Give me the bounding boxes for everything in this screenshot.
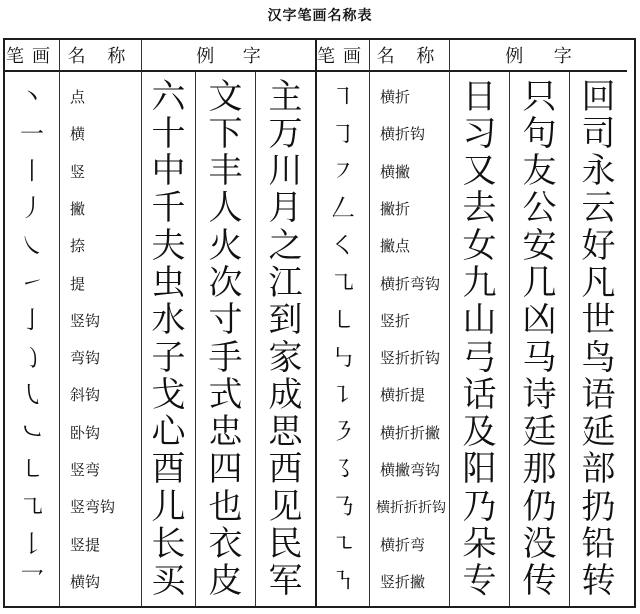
example-char: 丰 bbox=[208, 151, 243, 192]
header-examples-left bbox=[141, 40, 315, 72]
example-char: 次 bbox=[208, 263, 243, 304]
stroke-glyph: ㇍ bbox=[331, 530, 355, 559]
right-example-column-1 bbox=[449, 72, 509, 606]
example-char: 女 bbox=[462, 225, 497, 266]
example-char: 四 bbox=[208, 449, 243, 490]
example-char: 到 bbox=[268, 300, 303, 341]
header-example-label: 例 bbox=[505, 46, 524, 67]
stroke-name: 横折 bbox=[380, 88, 411, 107]
stroke-name: 提 bbox=[70, 274, 86, 293]
example-char: 手 bbox=[208, 337, 243, 378]
example-char: 凡 bbox=[581, 263, 616, 304]
example-char: 仍 bbox=[522, 486, 557, 527]
example-char: 凶 bbox=[522, 300, 557, 341]
example-char: 朵 bbox=[462, 524, 497, 565]
example-char: 云 bbox=[581, 188, 616, 229]
example-char: 语 bbox=[581, 374, 616, 415]
header-stroke-left: 笔画 bbox=[5, 40, 59, 72]
left-example-column-3 bbox=[255, 72, 315, 606]
example-char: 鸟 bbox=[581, 337, 616, 378]
example-char: 习 bbox=[462, 113, 497, 154]
example-char: 专 bbox=[462, 561, 497, 602]
stroke-name: 横折折折钩 bbox=[376, 499, 446, 516]
header-char-label: 字 bbox=[553, 46, 572, 67]
example-char: 人 bbox=[208, 188, 243, 229]
example-char: 川 bbox=[268, 151, 303, 192]
header-stroke-right: 笔画 bbox=[315, 40, 369, 72]
left-stroke-column bbox=[5, 72, 59, 606]
stroke-glyph: ㇌ bbox=[331, 455, 355, 484]
example-char: 句 bbox=[522, 113, 557, 154]
stroke-name: 横折折撇 bbox=[380, 423, 441, 442]
stroke-glyph: ㇊ bbox=[331, 380, 355, 409]
example-char: 子 bbox=[151, 337, 186, 378]
example-char: 话 bbox=[462, 374, 497, 415]
example-char: 阳 bbox=[462, 449, 497, 490]
example-char: 夫 bbox=[151, 225, 186, 266]
example-char: 式 bbox=[208, 374, 243, 415]
example-char: 文 bbox=[208, 76, 243, 117]
example-char: 去 bbox=[462, 188, 497, 229]
example-char: 司 bbox=[581, 113, 616, 154]
example-char: 弓 bbox=[462, 337, 497, 378]
right-example-column-3 bbox=[569, 72, 627, 606]
left-example-column-2 bbox=[195, 72, 255, 606]
example-char: 廷 bbox=[522, 412, 557, 453]
stroke-glyph: ㇛ bbox=[331, 231, 355, 260]
stroke-table-grid bbox=[5, 40, 634, 606]
example-char: 马 bbox=[522, 337, 557, 378]
example-char: 部 bbox=[581, 449, 616, 490]
example-char: 月 bbox=[268, 188, 303, 229]
example-char: 酉 bbox=[151, 449, 186, 490]
stroke-name: 弯钩 bbox=[70, 349, 101, 368]
stroke-name: 横折弯 bbox=[380, 535, 426, 554]
example-char: 民 bbox=[268, 524, 303, 565]
stroke-name: 横折弯钩 bbox=[380, 274, 441, 293]
example-char: 扔 bbox=[581, 486, 616, 527]
example-char: 几 bbox=[522, 263, 557, 304]
example-char: 延 bbox=[581, 412, 616, 453]
page-title: 汉字笔画名称表 bbox=[267, 8, 373, 24]
example-char: 中 bbox=[151, 151, 186, 192]
stroke-name: 横折提 bbox=[380, 386, 426, 405]
example-char: 下 bbox=[208, 113, 243, 154]
example-char: 又 bbox=[462, 151, 497, 192]
example-char: 只 bbox=[522, 76, 557, 117]
stroke-glyph: ㇕ bbox=[331, 82, 355, 111]
stroke-name: 点 bbox=[70, 88, 86, 107]
example-char: 皮 bbox=[208, 561, 243, 602]
stroke-name: 横 bbox=[70, 125, 86, 144]
example-char: 买 bbox=[151, 561, 186, 602]
stroke-glyph: 一 bbox=[20, 119, 44, 148]
example-char: 诗 bbox=[522, 374, 557, 415]
example-char: 六 bbox=[151, 76, 186, 117]
example-char: 永 bbox=[581, 151, 616, 192]
example-char: 及 bbox=[462, 412, 497, 453]
example-char: 火 bbox=[208, 225, 243, 266]
example-char: 见 bbox=[268, 486, 303, 527]
stroke-glyph: ㇄ bbox=[331, 306, 355, 335]
stroke-name: 横撇弯钩 bbox=[380, 460, 441, 479]
stroke-name: 竖折 bbox=[380, 311, 411, 330]
stroke-name: 横撇 bbox=[380, 162, 411, 181]
stroke-glyph: ㇎ bbox=[331, 567, 355, 596]
example-char: 水 bbox=[151, 300, 186, 341]
stroke-name: 撇折 bbox=[380, 199, 411, 218]
left-example-column-1 bbox=[141, 72, 195, 606]
example-char: 寸 bbox=[208, 300, 243, 341]
header-name-left: 名 称 bbox=[59, 40, 141, 72]
example-char: 回 bbox=[581, 76, 616, 117]
stroke-glyph: ㇂ bbox=[20, 380, 44, 409]
example-char: 西 bbox=[268, 449, 303, 490]
example-char: 儿 bbox=[151, 486, 186, 527]
stroke-glyph: 𠃋 bbox=[331, 194, 355, 223]
stroke-glyph: ㇉ bbox=[331, 343, 355, 372]
example-char: 主 bbox=[268, 76, 303, 117]
example-char: 戈 bbox=[151, 374, 186, 415]
example-char: 九 bbox=[462, 263, 497, 304]
stroke-glyph: ㇡ bbox=[331, 492, 355, 521]
stroke-name: 捺 bbox=[70, 237, 86, 256]
right-example-column-2 bbox=[509, 72, 569, 606]
stroke-glyph: 丿 bbox=[20, 194, 44, 223]
stroke-glyph: 丶 bbox=[20, 82, 44, 111]
stroke-glyph: 乛 bbox=[20, 567, 44, 596]
example-char: 千 bbox=[151, 188, 186, 229]
stroke-glyph: ㇏ bbox=[20, 231, 44, 260]
stroke-name: 横折钩 bbox=[380, 125, 426, 144]
example-char: 那 bbox=[522, 449, 557, 490]
example-char: 传 bbox=[522, 561, 557, 602]
stroke-name: 竖 bbox=[70, 162, 86, 181]
example-char: 十 bbox=[151, 113, 186, 154]
stroke-glyph: 𠄌 bbox=[20, 530, 44, 559]
example-char: 之 bbox=[268, 225, 303, 266]
stroke-name: 斜钩 bbox=[70, 386, 101, 405]
example-char: 长 bbox=[151, 524, 186, 565]
example-char: 没 bbox=[522, 524, 557, 565]
example-char: 忠 bbox=[208, 412, 243, 453]
stroke-glyph: 亅 bbox=[20, 306, 44, 335]
stroke-glyph: 丨 bbox=[20, 157, 44, 186]
example-char: 军 bbox=[268, 561, 303, 602]
stroke-glyph: ㇁ bbox=[20, 343, 44, 372]
example-char: 江 bbox=[268, 263, 303, 304]
right-stroke-column bbox=[315, 72, 369, 606]
example-char: 心 bbox=[151, 412, 186, 453]
header-examples-right bbox=[449, 40, 627, 72]
stroke-glyph: ㇇ bbox=[331, 157, 355, 186]
example-char: 日 bbox=[462, 76, 497, 117]
stroke-name: 横钩 bbox=[70, 572, 101, 591]
example-char: 好 bbox=[581, 225, 616, 266]
example-char: 世 bbox=[581, 300, 616, 341]
header-char-label: 字 bbox=[242, 46, 261, 67]
stroke-glyph: ㇄ bbox=[20, 455, 44, 484]
stroke-name: 竖折撇 bbox=[380, 572, 426, 591]
example-char: 乃 bbox=[462, 486, 497, 527]
example-char: 友 bbox=[522, 151, 557, 192]
stroke-glyph: ㇈ bbox=[331, 269, 355, 298]
example-char: 安 bbox=[522, 225, 557, 266]
example-char: 转 bbox=[581, 561, 616, 602]
example-char: 思 bbox=[268, 412, 303, 453]
stroke-name: 卧钩 bbox=[70, 423, 101, 442]
right-name-column bbox=[369, 72, 449, 606]
example-char: 成 bbox=[268, 374, 303, 415]
stroke-table bbox=[3, 38, 636, 608]
example-char: 山 bbox=[462, 300, 497, 341]
stroke-glyph: ㇋ bbox=[331, 418, 355, 447]
stroke-name: 撇 bbox=[70, 199, 86, 218]
example-char: 家 bbox=[268, 337, 303, 378]
stroke-name: 竖弯钩 bbox=[70, 498, 116, 517]
header-example-label: 例 bbox=[196, 46, 215, 67]
stroke-name: 竖折折钩 bbox=[380, 349, 441, 368]
stroke-glyph: ㇀ bbox=[20, 269, 44, 298]
left-name-column bbox=[59, 72, 141, 606]
stroke-name: 撇点 bbox=[380, 237, 411, 256]
example-char: 铅 bbox=[581, 524, 616, 565]
stroke-glyph: ㇃ bbox=[20, 418, 44, 447]
stroke-glyph: ㇈ bbox=[20, 492, 44, 521]
stroke-name: 竖弯 bbox=[70, 460, 101, 479]
stroke-glyph: ㇆ bbox=[331, 119, 355, 148]
stroke-name: 竖钩 bbox=[70, 311, 101, 330]
stroke-name: 竖提 bbox=[70, 535, 101, 554]
example-char: 衣 bbox=[208, 524, 243, 565]
example-char: 公 bbox=[522, 188, 557, 229]
header-name-right: 名 称 bbox=[369, 40, 449, 72]
example-char: 虫 bbox=[151, 263, 186, 304]
example-char: 也 bbox=[208, 486, 243, 527]
example-char: 万 bbox=[268, 113, 303, 154]
